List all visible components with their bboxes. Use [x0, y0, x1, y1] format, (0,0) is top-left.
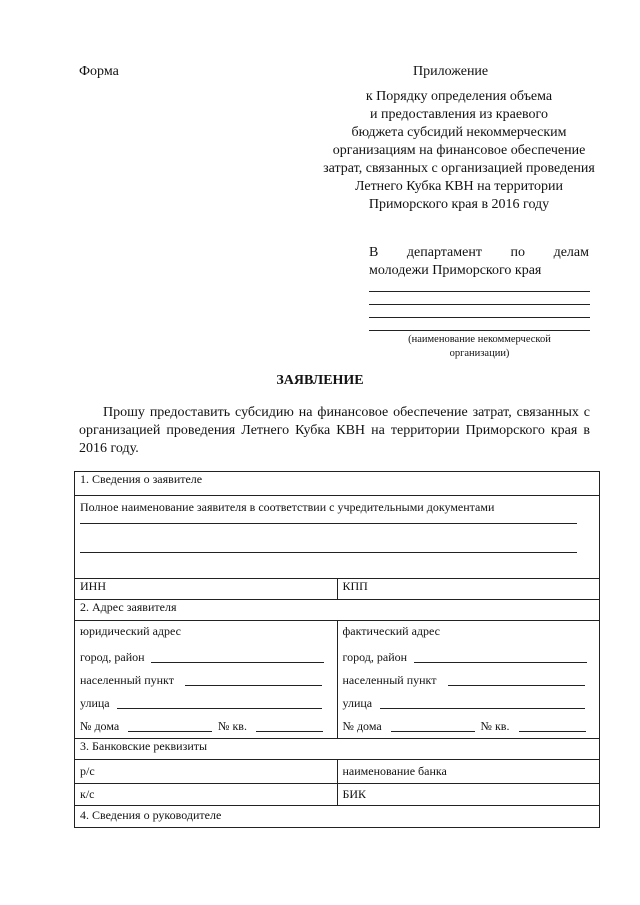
application-table	[74, 471, 600, 828]
document-title: ЗАЯВЛЕНИЕ	[276, 373, 364, 388]
section-bank-details: 3. Банковские реквизиты	[75, 739, 600, 760]
section-address: 2. Адрес заявителя	[75, 600, 600, 621]
appendix-line: Приморского края в 2016 году	[368, 197, 550, 212]
actual-settlement-field[interactable]	[448, 673, 585, 686]
city-label: город, район	[342, 650, 408, 664]
appendix-line: затрат, связанных с организацией проведения	[323, 161, 595, 176]
bank-name-label: наименование банка	[342, 764, 447, 778]
addressee-word: делам	[553, 245, 589, 260]
bank-name-cell[interactable]	[337, 760, 600, 784]
org-name-line[interactable]	[369, 304, 590, 305]
addressee-word: департамент	[406, 245, 482, 260]
inn-cell[interactable]	[75, 579, 338, 600]
kpp-label: КПП	[342, 579, 368, 593]
full-name-cell[interactable]	[75, 496, 600, 579]
appendix-line: организациям на финансовое обеспечение	[332, 143, 586, 158]
street-label: улица	[80, 696, 110, 710]
rs-cell[interactable]	[75, 760, 338, 784]
appendix-text	[300, 88, 618, 214]
legal-settlement-field[interactable]	[185, 673, 322, 686]
ks-label: к/с	[80, 787, 95, 801]
org-name-caption	[369, 333, 590, 361]
city-label: город, район	[80, 650, 145, 664]
appendix-title: Приложение	[413, 64, 489, 79]
actual-city-field[interactable]	[414, 650, 587, 663]
actual-street-field[interactable]	[380, 696, 585, 709]
intro-paragraph: Прошу предоставить субсидию на финансовое обеспечение затрат, связанных с организацией проведения Летнего Кубка КВН на территории Приморского края в 2016 году.	[79, 405, 590, 456]
appendix-line: к Порядку определения объема	[365, 89, 553, 104]
street-label: улица	[342, 696, 373, 710]
org-name-line[interactable]	[369, 317, 590, 318]
actual-apt-field[interactable]	[519, 719, 586, 732]
full-name-label: Полное наименование заявителя в соответствии с учредительными документами	[80, 500, 495, 514]
apt-label: № кв.	[480, 719, 510, 733]
appendix-line: Летнего Кубка КВН на территории	[354, 179, 564, 194]
section-head-info-label: 4. Сведения о руководителе	[80, 808, 222, 822]
caption-line: организации)	[449, 348, 510, 359]
full-name-line[interactable]	[80, 552, 577, 553]
ks-cell[interactable]	[75, 784, 338, 806]
apt-label: № кв.	[218, 719, 247, 733]
actual-address-cell[interactable]	[337, 621, 600, 739]
legal-city-field[interactable]	[151, 650, 324, 663]
org-name-line[interactable]	[369, 291, 590, 292]
appendix-line: и предоставления из краевого	[370, 107, 548, 122]
kpp-cell[interactable]	[337, 579, 600, 600]
addressee-word: по	[510, 245, 526, 260]
rs-label: р/с	[80, 764, 95, 778]
legal-street-field[interactable]	[117, 696, 322, 709]
settlement-label: населенный пункт	[80, 673, 174, 687]
org-name-line[interactable]	[369, 330, 590, 331]
settlement-label: населенный пункт	[342, 673, 437, 687]
addressee-line-1	[369, 245, 589, 261]
addressee-word: В	[369, 245, 379, 260]
section-head-info	[75, 806, 600, 828]
inn-label: ИНН	[80, 579, 106, 593]
legal-address-cell[interactable]	[75, 621, 338, 739]
legal-apt-field[interactable]	[256, 719, 323, 732]
section-applicant-info: 1. Сведения о заявителе	[75, 472, 600, 496]
form-label: Форма	[79, 64, 119, 79]
actual-house-field[interactable]	[391, 719, 475, 732]
legal-address-label: юридический адрес	[80, 624, 181, 638]
legal-house-field[interactable]	[128, 719, 212, 732]
house-label: № дома	[80, 719, 120, 733]
addressee-line-2: молодежи Приморского края	[369, 263, 542, 278]
appendix-line: бюджета субсидий некоммерческим	[351, 125, 567, 140]
actual-address-label: фактический адрес	[342, 624, 440, 638]
caption-line: (наименование некоммерческой	[408, 334, 551, 345]
house-label: № дома	[342, 719, 382, 733]
bik-label: БИК	[342, 787, 367, 801]
bik-cell[interactable]	[337, 784, 600, 806]
